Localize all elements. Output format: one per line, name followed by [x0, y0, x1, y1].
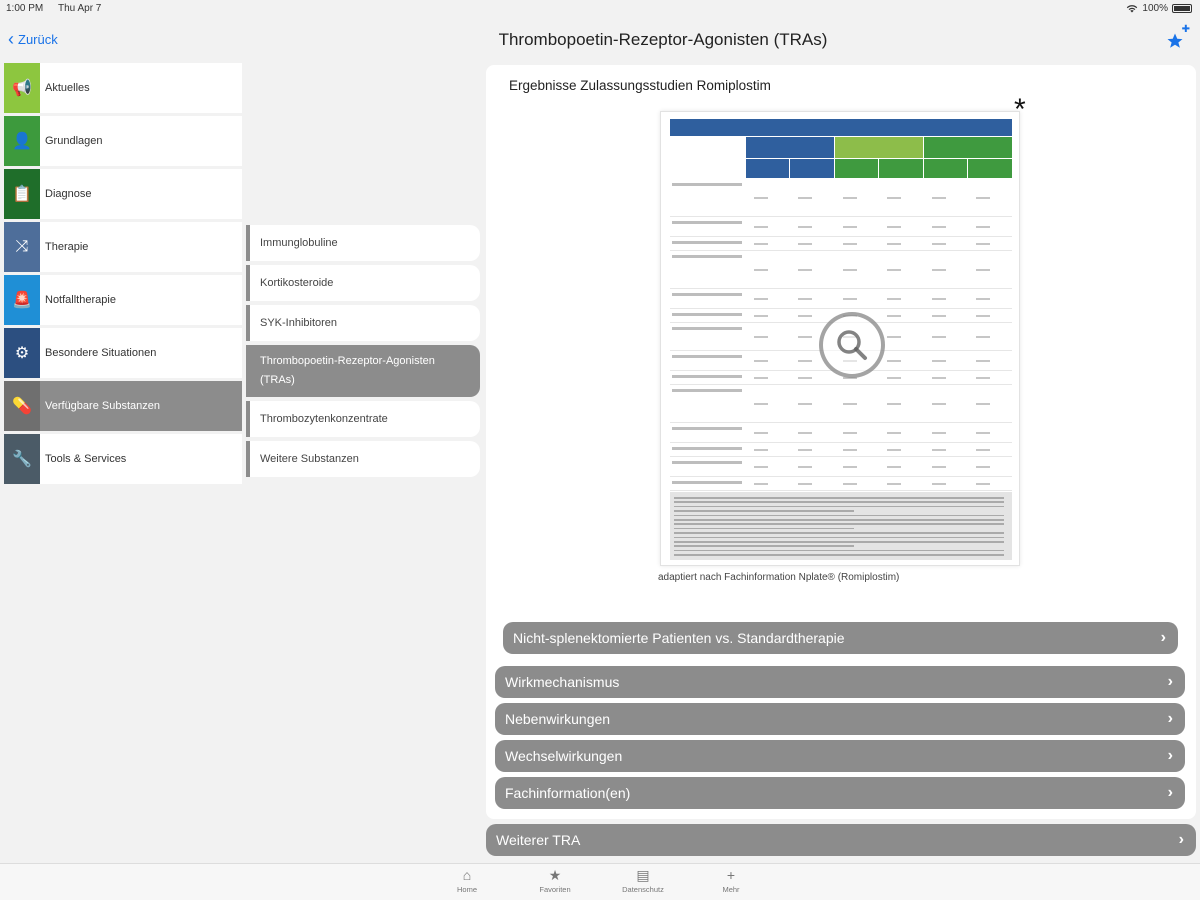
table-cell [887, 483, 901, 485]
table-cell [798, 449, 812, 451]
menu-item-label: Notfalltherapie [45, 294, 116, 306]
footnote-line [674, 528, 854, 530]
menu-item-label: Diagnose [45, 188, 92, 200]
table-row [670, 443, 1012, 457]
table-cell [887, 269, 901, 271]
table-cell [798, 298, 812, 300]
submenu-item[interactable]: Thrombozytenkonzentrate [246, 401, 480, 437]
clipboard-icon: 📋 [4, 169, 40, 219]
table-cell [843, 226, 857, 228]
tab-bar [0, 863, 1200, 900]
table-cell [843, 403, 857, 405]
table-cell [754, 483, 768, 485]
table-cell [887, 360, 901, 362]
table-cell [887, 197, 901, 199]
table-cell [843, 298, 857, 300]
siren-icon: 🚨 [4, 275, 40, 325]
table-row-label [672, 241, 742, 244]
table-cell [887, 466, 901, 468]
navigation-bar [0, 22, 1200, 62]
menu-item[interactable] [4, 328, 242, 378]
table-cell [754, 403, 768, 405]
table-sub-header [835, 159, 878, 178]
submenu-item[interactable]: SYK-Inhibitoren [246, 305, 480, 341]
table-cell [932, 226, 946, 228]
chevron-right-icon: › [1167, 673, 1173, 690]
footnote-line [674, 541, 1004, 543]
table-sub-header [746, 159, 789, 178]
table-title-bar [670, 119, 1012, 136]
asterisk-marker: * [1014, 93, 1026, 126]
page-title-wrap [0, 30, 1200, 50]
chevron-right-icon: › [1160, 629, 1166, 646]
table-cell [976, 243, 990, 245]
accordion-label: Weiterer TRA [496, 832, 581, 848]
menu-item-label: Tools & Services [45, 453, 127, 465]
table-row-label [672, 221, 742, 224]
table-cell [754, 432, 768, 434]
add-favorite-button[interactable] [1166, 24, 1190, 50]
document-person-icon: 👤 [4, 116, 40, 166]
submenu-item[interactable]: Immunglobuline [246, 225, 480, 261]
menu-item-label: Besondere Situationen [45, 347, 157, 359]
battery-icon [1172, 4, 1192, 13]
table-row [670, 457, 1012, 477]
star-icon: ★ [548, 867, 562, 883]
table-row-label [672, 355, 742, 358]
table-cell [843, 197, 857, 199]
menu-item-label: Therapie [45, 241, 89, 253]
menu-item[interactable] [4, 222, 242, 272]
footnote-line [674, 510, 854, 512]
accordion-section[interactable] [495, 666, 1185, 698]
tab-home[interactable] [437, 867, 497, 894]
table-cell [976, 466, 990, 468]
table-row-label [672, 447, 742, 450]
table-sub-header [879, 159, 923, 178]
megaphone-icon: 📢 [4, 63, 40, 113]
table-cell [843, 483, 857, 485]
table-cell [887, 449, 901, 451]
table-row [670, 423, 1012, 443]
tab-label: Favoriten [539, 885, 571, 894]
table-row-label [672, 313, 742, 316]
table-cell [798, 466, 812, 468]
tab-label: Home [456, 885, 477, 894]
chevron-right-icon: › [1167, 747, 1173, 764]
table-cell [843, 243, 857, 245]
table-cell [976, 360, 990, 362]
footnote-line [674, 532, 1004, 534]
status-time: 1:00 PM [6, 3, 44, 14]
table-row [670, 217, 1012, 237]
table-cell [932, 336, 946, 338]
table-cell [798, 197, 812, 199]
table-cell [798, 269, 812, 271]
accordion-label: Nebenwirkungen [505, 711, 611, 727]
table-cell [754, 360, 768, 362]
table-row [670, 237, 1012, 251]
chevron-right-icon: › [1167, 710, 1173, 727]
table-row-label [672, 183, 742, 186]
table-row [670, 477, 1012, 491]
table-cell [843, 449, 857, 451]
table-cell [798, 432, 812, 434]
table-cell [932, 298, 946, 300]
menu-item-label: Verfügbare Substanzen [45, 400, 160, 412]
table-cell [754, 449, 768, 451]
table-cell [754, 315, 768, 317]
table-group-header [746, 137, 834, 158]
table-cell [887, 243, 901, 245]
table-cell [798, 403, 812, 405]
table-cell [976, 269, 990, 271]
accordion-label: Fachinformation(en) [505, 785, 631, 801]
table-cell [887, 298, 901, 300]
table-cell [798, 315, 812, 317]
table-row [670, 179, 1012, 217]
table-cell [754, 377, 768, 379]
table-cell [887, 226, 901, 228]
table-cell [887, 403, 901, 405]
home-icon: ⌂ [462, 867, 472, 883]
table-row-label [672, 255, 742, 258]
table-row-label [672, 293, 742, 296]
table-cell [843, 269, 857, 271]
table-cell [932, 483, 946, 485]
table-cell [798, 243, 812, 245]
accordion-section[interactable] [495, 777, 1185, 809]
table-row-label [672, 375, 742, 378]
submenu [246, 225, 480, 481]
content-heading: Ergebnisse Zulassungsstudien Romiplostim [509, 78, 771, 93]
study-results-image[interactable] [660, 111, 1020, 566]
table-sub-header [790, 159, 834, 178]
footnote-line [674, 501, 1004, 503]
accordion-label: Wirkmechanismus [505, 674, 620, 690]
table-group-header [924, 137, 1012, 158]
table-row [670, 251, 1012, 289]
shuffle-icon: ⤨ [4, 222, 40, 272]
accordion-weiterer-tra[interactable] [486, 824, 1196, 856]
plus-icon: + [726, 867, 736, 883]
footnote-line [674, 519, 1004, 521]
table-sub-header [924, 159, 967, 178]
table-cell [754, 336, 768, 338]
table-row-label [672, 481, 742, 484]
menu-item[interactable] [4, 169, 242, 219]
table-row [670, 289, 1012, 309]
wrench-icon: 🔧 [4, 434, 40, 484]
menu-item[interactable] [4, 434, 242, 484]
table-cell [887, 336, 901, 338]
table-cell [976, 197, 990, 199]
gear-icon: ⚙ [4, 328, 40, 378]
image-caption: adaptiert nach Fachinformation Nplate® (Romiplostim) [658, 572, 900, 583]
tab-mehr[interactable] [701, 867, 761, 894]
footnote-line [674, 515, 1004, 517]
table-cell [798, 336, 812, 338]
table-cell [932, 449, 946, 451]
chevron-right-icon: › [1178, 831, 1184, 848]
chevron-right-icon: › [1167, 784, 1173, 801]
table-sub-header [968, 159, 1012, 178]
table-cell [976, 298, 990, 300]
accordion-section[interactable] [495, 740, 1185, 772]
footnote-line [674, 497, 1004, 499]
table-cell [754, 226, 768, 228]
accordion-section[interactable] [495, 703, 1185, 735]
table-cell [976, 403, 990, 405]
table-cell [754, 466, 768, 468]
table-cell [887, 315, 901, 317]
table-cell [932, 466, 946, 468]
main-menu [4, 63, 242, 487]
document-icon: ▤ [636, 867, 650, 883]
table-row-label [672, 461, 742, 464]
menu-item[interactable] [4, 381, 242, 431]
table-cell [976, 226, 990, 228]
tab-favoriten[interactable] [525, 867, 585, 894]
table-row [670, 385, 1012, 423]
table-cell [887, 377, 901, 379]
tab-datenschutz[interactable] [613, 867, 673, 894]
submenu-item[interactable]: Kortikosteroide [246, 265, 480, 301]
footnote-line [674, 523, 1004, 525]
status-right [1126, 3, 1192, 14]
table-cell [754, 243, 768, 245]
footnote-line [674, 506, 1004, 508]
submenu-item[interactable]: Thrombopoetin-Rezeptor-Agonisten (TRAs) [246, 345, 480, 397]
battery-percentage: 100% [1142, 3, 1168, 14]
footnote-line [674, 554, 1004, 556]
table-cell [932, 377, 946, 379]
table-cell [754, 197, 768, 199]
accordion-label: Nicht-splenektomierte Patienten vs. Standardtherapie [513, 630, 845, 646]
menu-item[interactable] [4, 116, 242, 166]
menu-item[interactable] [4, 275, 242, 325]
pills-icon: 💊 [4, 381, 40, 431]
wifi-icon [1126, 4, 1138, 13]
footnote-line [674, 550, 1004, 552]
table-cell [932, 315, 946, 317]
table-cell [976, 449, 990, 451]
table-cell [754, 298, 768, 300]
table-cell [798, 377, 812, 379]
footnote-line [674, 537, 1004, 539]
accordion-primary[interactable] [503, 622, 1178, 654]
table-cell [932, 269, 946, 271]
table-cell [843, 466, 857, 468]
zoom-button[interactable] [819, 312, 885, 378]
status-bar [0, 0, 1200, 18]
back-label: Zurück [18, 31, 58, 47]
table-row-label [672, 427, 742, 430]
tab-label: Mehr [722, 885, 740, 894]
back-button[interactable] [8, 30, 58, 48]
menu-item-label: Aktuelles [45, 82, 90, 94]
table-cell [754, 269, 768, 271]
submenu-item[interactable]: Weitere Substanzen [246, 441, 480, 477]
table-row-label [672, 327, 742, 330]
table-cell [976, 432, 990, 434]
plus-icon: ✚ [1181, 24, 1190, 35]
content-panel [486, 65, 1196, 819]
table-cell [976, 336, 990, 338]
table-cell [798, 226, 812, 228]
magnifier-icon [834, 327, 870, 363]
table-footnotes [670, 492, 1012, 560]
chevron-left-icon: ‹ [8, 29, 14, 49]
table-row-label [672, 389, 742, 392]
table-cell [932, 403, 946, 405]
accordion-label: Wechselwirkungen [505, 748, 623, 764]
table-cell [976, 315, 990, 317]
table-cell [932, 432, 946, 434]
table-cell [798, 483, 812, 485]
table-cell [976, 377, 990, 379]
table-cell [976, 483, 990, 485]
tab-label: Datenschutz [622, 885, 664, 894]
footnote-line [674, 545, 854, 547]
page-title: Thrombopoetin-Rezeptor-Agonisten (TRAs) [498, 30, 828, 49]
table-cell [932, 360, 946, 362]
table-cell [932, 197, 946, 199]
table-group-header [835, 137, 923, 158]
table-cell [798, 360, 812, 362]
table-cell [932, 243, 946, 245]
status-date: Thu Apr 7 [58, 3, 102, 14]
table-cell [843, 432, 857, 434]
menu-item-label: Grundlagen [45, 135, 103, 147]
table-cell [887, 432, 901, 434]
results-table-image [670, 119, 1012, 560]
menu-item[interactable] [4, 63, 242, 113]
